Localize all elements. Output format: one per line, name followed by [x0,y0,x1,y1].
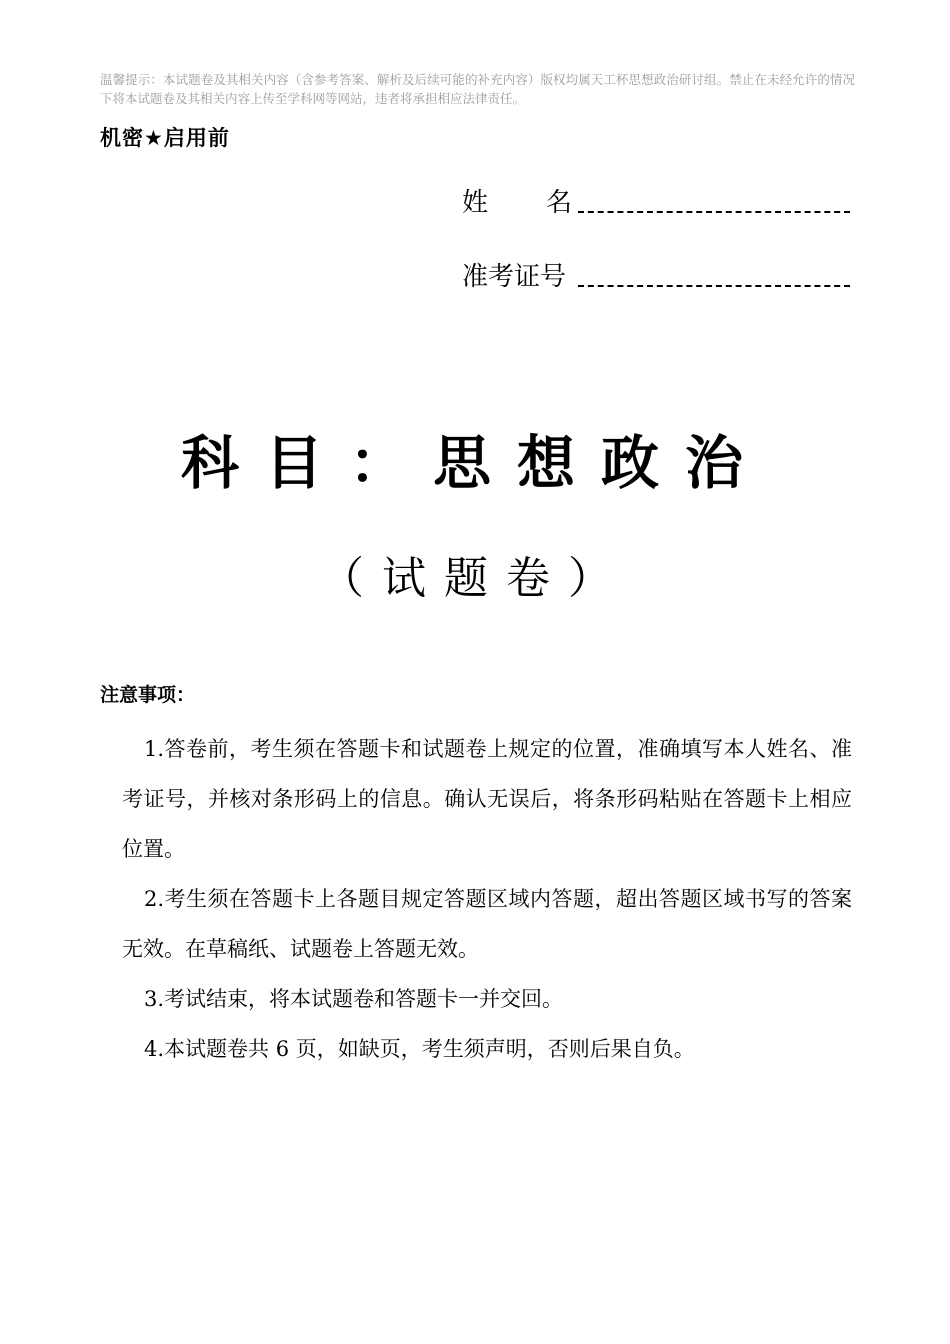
subject-title: 科目：思想政治 [180,429,769,497]
name-field[interactable] [462,182,850,219]
instruction-item: 3.考试结束，将本试题卷和答题卡一并交回。 [144,987,564,1011]
name-blank-line[interactable] [578,210,850,213]
confidential-label: 机密★启用前 [100,126,230,150]
instruction-item: 1.答卷前，考生须在答题卡和试题卷上规定的位置，准确填写本人姓名、准考证号，并核对条形码上的信息。确认无误后，将条形码粘贴在答题卡上相应位置。 [122,737,852,861]
instructions-list [122,724,852,1074]
name-label: 姓名 [462,188,631,218]
exam-id-field[interactable] [462,256,850,293]
exam-id-blank-line[interactable] [578,284,850,287]
exam-id-label: 准考证号 [462,262,567,292]
instruction-item: 2.考生须在答题卡上各题目规定答题区域内答题，超出答题区域书写的答案无效。在草稿纸、试题卷上答题无效。 [122,887,852,961]
instructions-heading: 注意事项： [100,684,196,706]
instruction-item: 4.本试题卷共 6 页，如缺页，考生须声明，否则后果自负。 [144,1037,695,1061]
paper-type-title: （试题卷） [320,553,630,604]
copyright-notice: 温馨提示：本试题卷及其相关内容（含参考答案、解析及后续可能的补充内容）版权均属天工杯思想政治研讨组。禁止在未经允许的情况下将本试题卷及其相关内容上传至学科网等网站，违者将承担相应法律责任。 [100,72,855,106]
